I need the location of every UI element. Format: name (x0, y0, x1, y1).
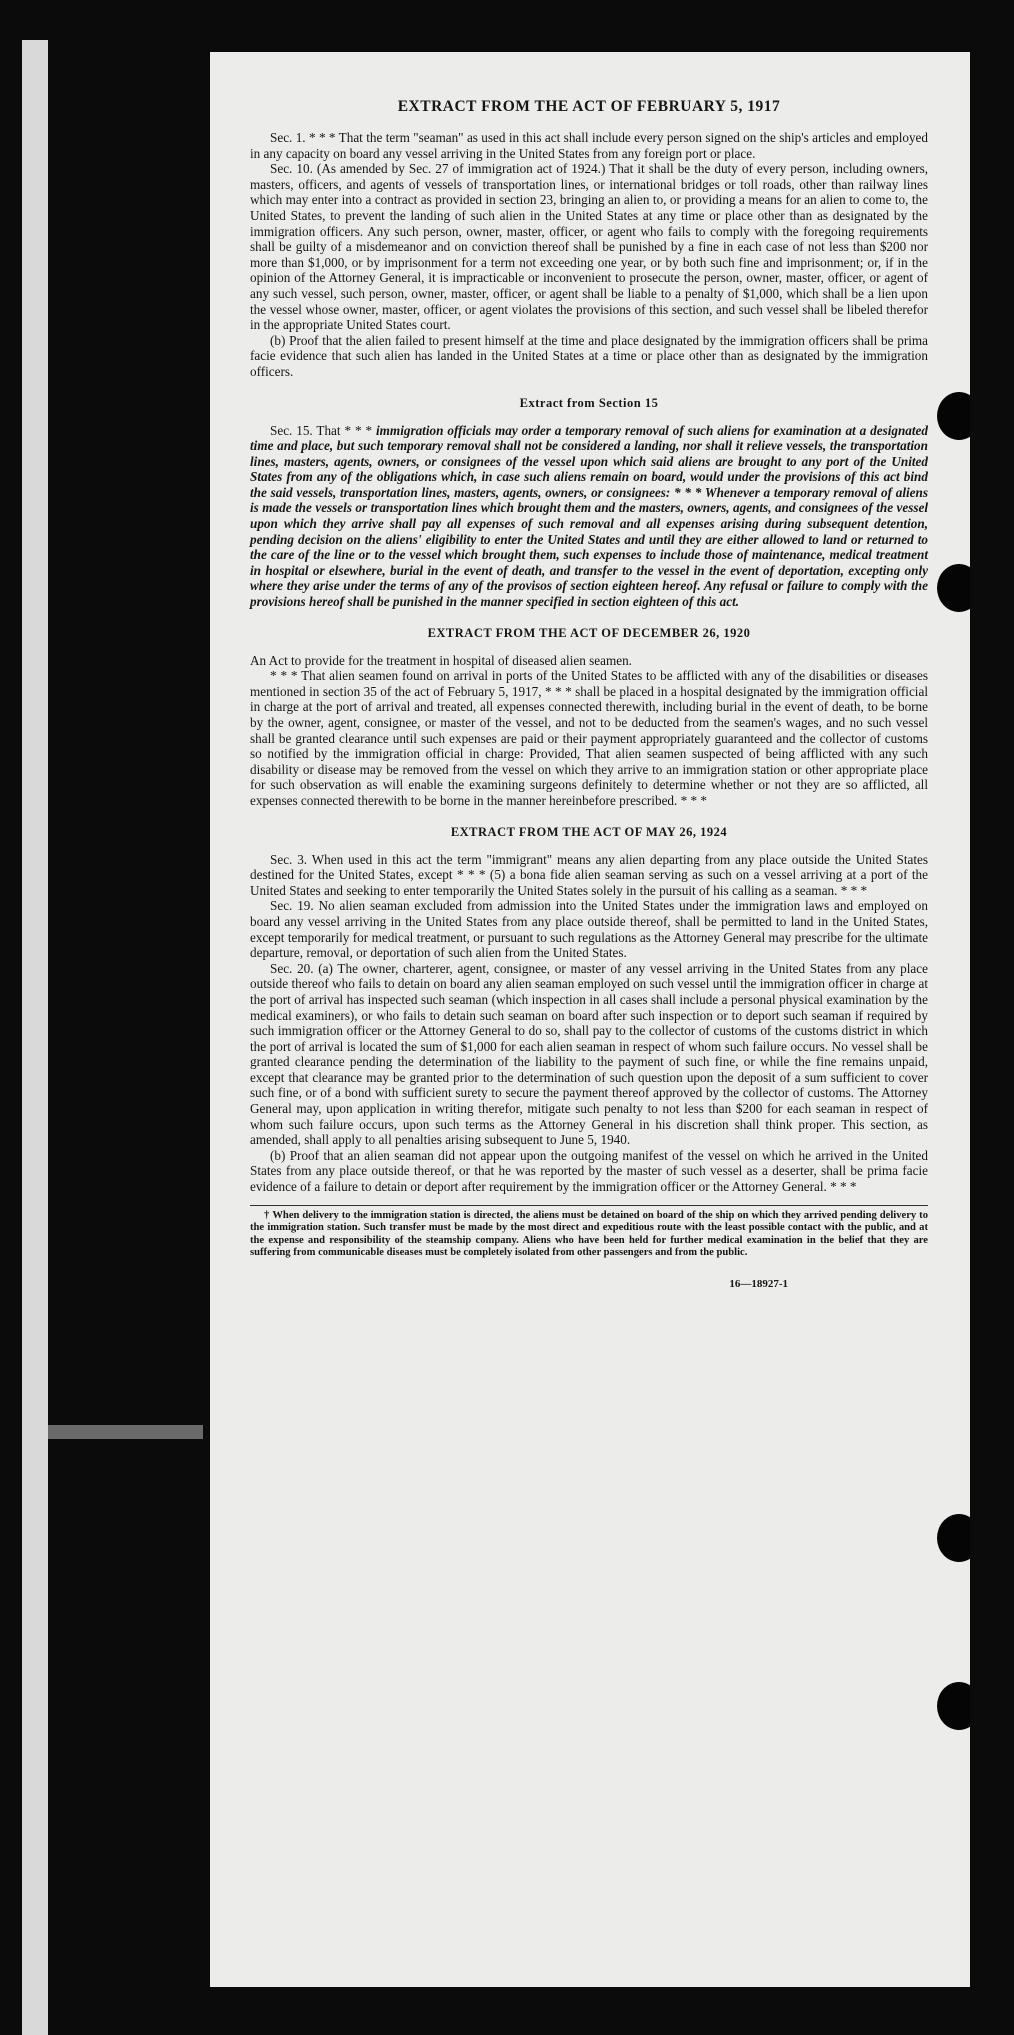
heading-act-1917: EXTRACT FROM THE ACT OF FEBRUARY 5, 1917 (397, 98, 781, 115)
footnote-text: † When delivery to the immigration station is directed, the aliens must be detained on board of the ship on which they arrived pending delivery to the immigration station. Such transfer must be made by the most direct and expeditious route with the least possible contact with the public, and at the expense and responsibility of the steamship company. Aliens who have been held for further medical examination in the belief that they are suffering from communicable diseases must be completely isolated from other passengers and from the public. (250, 1209, 928, 1259)
sec-19-paragraph: Sec. 19. No alien seaman excluded from admission into the United States under the immigration laws and employed on board any vessel arriving in the United States from any place outside thereof, shall be permitted to land in the United States, except temporarily for medical treatment, or pursuant to such regulations as the Attorney General may prescribe for the ultimate departure, removal, or deportation of such alien from the United States. (250, 898, 928, 961)
section-15 (250, 423, 928, 610)
heading-act-1924: EXTRACT FROM THE ACT OF MAY 26, 1924 (450, 824, 728, 839)
section-act-1917 (250, 130, 928, 380)
scan-edge-strip (22, 40, 48, 2035)
footnote (250, 1205, 928, 1260)
sec-20b-paragraph: (b) Proof that an alien seaman did not appear upon the outgoing manifest of the vessel on which he arrived in the United States from any place outside thereof, or that he was reported by the master of such vessel as a deserter, shall be prima facie evidence of a failure to detain or deport after requirement by the immigration officer or the Attorney General. * * * (250, 1147, 928, 1195)
sec-10-paragraph: Sec. 10. (As amended by Sec. 27 of immigration act of 1924.) That it shall be the duty of every person, including owners, masters, officers, and agents of vessels of transportation lines, or international bridges or toll roads, other than railway lines which may enter into a contract as provided in section 23, bringing an alien to, or providing a means for an alien to come to, the United States, to prevent the landing of such alien in the United States at any time or place other than as designated by the immigration officers. Any such person, owner, master, officer, or agent who fails to comply with the foregoing requirements shall be guilty of a misdemeanor and on conviction thereof shall be punished by a fine in each case of not less than $200 nor more than $1,000, or by imprisonment for a term not exceeding one year, or by both such fine and imprisonment; or, if in the opinion of the Attorney General, it is impracticable or inconvenient to prosecute the person, owner, master, officer, or agent of any such vessel, such person, owner, master, officer, or agent shall be liable to a penalty of $1,000, which shall be a lien upon the vessel whose owner, master, officer, or agent violates the provisions of this section, and such vessel shall be libeled therefor in the appropriate United States court. (250, 161, 928, 333)
sec-15-lead: Sec. 15. That * * * (270, 422, 377, 438)
section-act-1920 (250, 653, 928, 809)
document-page (210, 52, 970, 1987)
punch-hole (937, 392, 970, 440)
sec-10b-paragraph: (b) Proof that the alien failed to present himself at the time and place designated by the immigration officers shall be prima facie evidence that such alien has landed in the United States at a time or place other than as designated by the immigration officers. (250, 332, 928, 379)
punch-hole (937, 564, 970, 612)
form-number: 16—18927-1 (729, 1278, 788, 1290)
act-1920-title: An Act to provide for the treatment in hospital of diseased alien seamen. (250, 652, 632, 668)
sec-20-paragraph: Sec. 20. (a) The owner, charterer, agent, consignee, or master of any vessel arriving in the United States from any place outside thereof who fails to detain on board any alien seaman employed on such vessel until the immigration officer in charge at the port of arrival has inspected such seaman (which inspection in all cases shall include a personal physical examination by the medical examiners), or who fails to detain such seaman on board after such inspection or to deport such seaman if required by such immigration officer or the Attorney General to do so, shall pay to the collector of customs of the customs district in which the port of arrival is located the sum of $1,000 for each alien seaman in respect of whom such failure occurs. No vessel shall be granted clearance pending the determination of the liability to the payment of such fine, or while the fine remains unpaid, except that clearance may be granted prior to the determination of such question upon the deposit of a sum sufficient to cover such fine, or of a bond with sufficient surety to secure the payment thereof approved by the collector of customs. The Attorney General may, upon application in writing therefor, mitigate such penalty to not less than $200 for each seaman in respect of whom such failure occurs, upon such terms as the Attorney General in his discretion shall think proper. This section, as amended, shall apply to all penalties arising subsequent to June 5, 1940. (250, 960, 928, 1148)
heading-section-15: Extract from Section 15 (519, 395, 659, 410)
sec-15-paragraph (250, 423, 928, 610)
section-act-1924 (250, 852, 928, 1195)
heading-act-1920: EXTRACT FROM THE ACT OF DECEMBER 26, 1920 (427, 625, 751, 640)
sec-15-text: immigration officials may order a temporary removal of such aliens for examination at a designated time and place, but such temporary removal shall not be considered a landing, nor shall it relieve vessels, the transportation lines, masters, agents, owners, or consignees of the vessel upon which said aliens are brought to any port of the United States from any of the obligations which, in case such aliens remain on board, would under the provisions of this act bind the said vessels, transportation lines, masters, agents, owners, or consignees: * * * Whenever a temporary removal of aliens is made the vessels or transportation lines which brought them and the masters, owners, agents, and consignees of the vessel upon which they arrive shall pay all expenses of such removal and all expenses arising during subsequent detention, pending decision on the aliens' eligibility to enter the United States and until they are either allowed to land or returned to the care of the line or to the vessel which brought them, such expenses to include those of maintenance, medical treatment in hospital or elsewhere, burial in the event of death, and transfer to the vessel in the event of deportation, excepting only where they arise under the terms of any of the provisos of section eighteen hereof. Any refusal or failure to comply with the provisions hereof shall be punished in the manner specified in section eighteen of this act. (250, 422, 929, 610)
act-1920-paragraph: * * * That alien seamen found on arrival in ports of the United States to be afflicted with any of the disabilities or diseases mentioned in section 35 of the act of February 5, 1917, * * * shall be placed in a hospital designated by the immigration official in charge at the port of arrival and treated, all expenses connected therewith, including burial in the event of death, to be borne by the owner, agent, consignee, or master of the vessel, and not to be deducted from the seamen's wages, and no such vessel shall be granted clearance until such expenses are paid or their payment appropriately guaranteed and the collector of customs so notified by the immigration official in charge: Provided, That alien seamen suspected of being afflicted with any such disability or disease may be removed from the vessel on which they arrive to an immigration station or other appropriate place for such observation as will enable the examining surgeons definitely to determine whether or not they are so afflicted, all expenses connected therewith to be borne in the manner hereinbefore prescribed. * * * (250, 668, 928, 808)
sec-1-paragraph: Sec. 1. * * * That the term "seaman" as used in this act shall include every person signed on the ship's articles and employed in any capacity on board any vessel arriving in the United States from any foreign port or place. (250, 130, 928, 161)
punch-hole (937, 1682, 970, 1730)
sec-3-paragraph: Sec. 3. When used in this act the term "immigrant" means any alien departing from any place outside the United States destined for the United States, except * * * (5) a bona fide alien seaman serving as such on a vessel arriving at a port of the United States and seeking to enter temporarily the United States solely in the pursuit of his calling as a seaman. * * * (250, 851, 928, 898)
scan-background-band (48, 1425, 203, 1439)
punch-hole (937, 1514, 970, 1562)
